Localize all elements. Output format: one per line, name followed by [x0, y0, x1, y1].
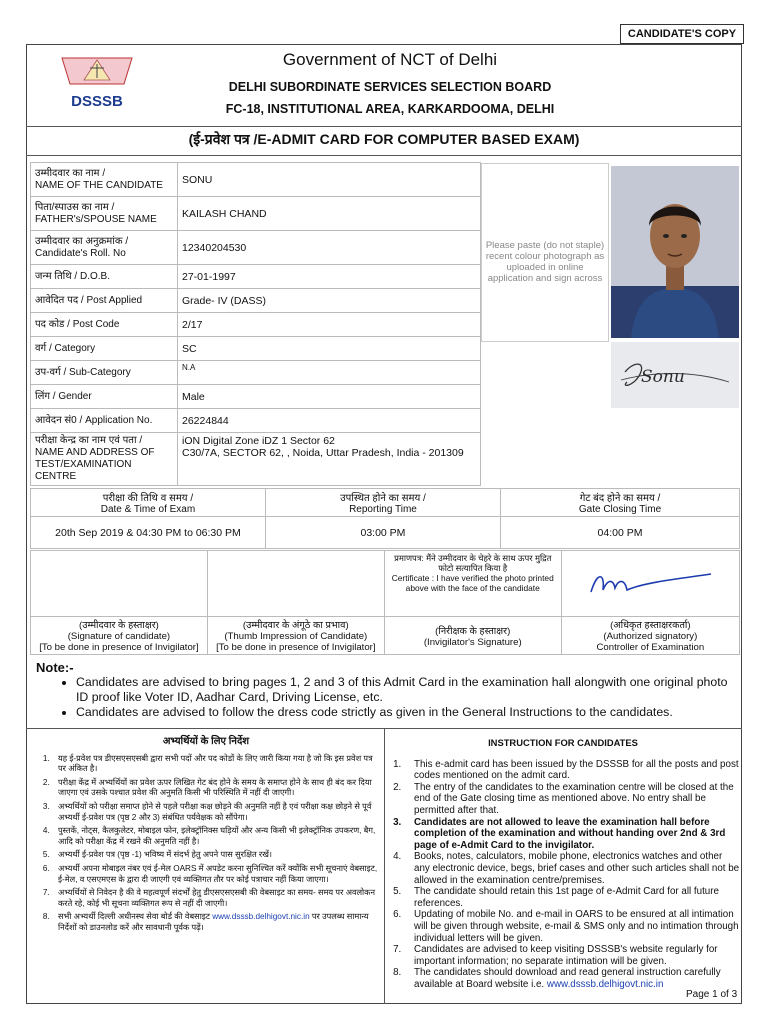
field-label: उप-वर्ग / Sub-Category	[31, 361, 178, 385]
authorized-signatory-label: (अधिकृत हस्ताक्षरकर्ता) (Authorized signatory) Controller of Examination	[561, 617, 739, 655]
field-value: SC	[178, 337, 481, 361]
authorized-signature-scribble	[585, 562, 715, 602]
board-address: FC-18, INSTITUTIONAL AREA, KARKARDOOMA, DELHI	[225, 102, 555, 116]
candidate-signature-box	[31, 551, 208, 617]
thumb-impression-box	[207, 551, 384, 617]
field-label: वर्ग / Category	[31, 337, 178, 361]
gate-closing-value: 04:00 PM	[501, 517, 740, 549]
hindi-instructions	[30, 737, 382, 937]
note-label: Note:-	[36, 660, 74, 675]
centre-address: iON Digital Zone iDZ 1 Sector 62 C30/7A, SECTOR 62, , Noida, Uttar Pradesh, India - 201309	[178, 433, 481, 486]
centre-label: परीक्षा केन्द्र का नाम एवं पता / NAME AND ADDRESS OF TEST/EXAMINATION CENTRE	[31, 433, 178, 486]
thumb-impression-label: (उम्मीदवार के अंगूठे का प्रभाव) (Thumb Impression of Candidate) [To be done in presence of Invigilator]	[207, 617, 384, 655]
instruction-item: 7. Candidates are advised to keep visiting DSSSB's website regularly for important information; no separate intimation will be given.	[404, 944, 740, 967]
candidate-signature-scan	[611, 342, 739, 408]
instruction-item: 1. This e-admit card has been issued by the DSSSB for all the posts and post codes mentioned on the admit card.	[404, 759, 740, 782]
field-label: आवेदित पद / Post Applied	[31, 289, 178, 313]
candidate-signature-label: (उम्मीदवार के हस्ताक्षर) (Signature of candidate) [To be done in presence of Invigilator]	[31, 617, 208, 655]
field-label: लिंग / Gender	[31, 385, 178, 409]
field-value: Male	[178, 385, 481, 409]
exam-timing-table	[30, 488, 740, 549]
authorized-signature-box	[561, 551, 739, 617]
reporting-time-header: उपस्थित होने का समय / Reporting Time	[265, 489, 500, 517]
field-value: 26224844	[178, 409, 481, 433]
info-row	[31, 231, 481, 265]
dsssb-website-link[interactable]: www.dsssb.delhigovt.nic.in	[212, 912, 310, 922]
note-item: • Candidates are advised to bring pages 1, 2 and 3 of this Admit Card in the examination hall alongwith one original photo ID proof like Voter ID, Aadhar Card, Driving License, etc.	[76, 675, 736, 705]
certificate-box	[384, 551, 561, 617]
english-instructions-title: INSTRUCTION FOR CANDIDATES	[488, 737, 638, 748]
instruction-item: 5. अभ्यर्थी ई-प्रवेश पत्र (पृष्ठ -1) भविष्य में संदर्भ हेतु अपने पास सुरक्षित रखें।	[52, 850, 382, 861]
field-label: उम्मीदवार का अनुक्रमांक / Candidate's Roll. No	[31, 231, 178, 265]
certificate-english: Certificate : I have verified the photo printed above with the face of the candidate	[391, 573, 554, 593]
invigilator-signature-label: (निरीक्षक के हस्ताक्षर) (Invigilator's Signature)	[384, 617, 561, 655]
government-title: Government of NCT of Delhi	[282, 50, 498, 69]
candidate-photo	[611, 166, 739, 338]
instruction-item: 3. Candidates are not allowed to leave the examination hall before completion of the examination and without handing over 2nd & 3rd page of e-Admit Card to the invigilator.	[404, 817, 740, 852]
photo-paste-instruction: Please paste (do not staple) recent colour photograph as uploaded in online application and sign across	[485, 240, 605, 284]
exam-date-header: परीक्षा की तिथि व समय / Date & Time of Exam	[31, 489, 266, 517]
field-value: Grade- IV (DASS)	[178, 289, 481, 313]
english-instructions	[386, 737, 740, 990]
svg-text:DSSSB: DSSSB	[71, 93, 123, 108]
instruction-item: 5. The candidate should retain this 1st page of e-Admit Card for all future references.	[404, 886, 740, 909]
field-label: उम्मीदवार का नाम / NAME OF THE CANDIDATE	[31, 163, 178, 197]
reporting-time-value: 03:00 PM	[265, 517, 500, 549]
field-value: SONU	[178, 163, 481, 197]
field-value: 27-01-1997	[178, 265, 481, 289]
info-row	[31, 197, 481, 231]
exam-date-value: 20th Sep 2019 & 04:30 PM to 06:30 PM	[31, 517, 266, 549]
instruction-item: 6. अभ्यर्थी अपना मोबाइल नंबर एवं ई-मेल OARS में अपडेट करना सुनिश्चित करें क्योंकि सभी सूचनाएं वेबसाइट, ई-मेल, व एसएमएस के द्वारा दी जाएगी एवं व्यक्तिगत तौर पर कोई पत्राचार नहीं किया जाएगा।	[52, 864, 382, 885]
note-section	[36, 660, 736, 720]
board-name: DELHI SUBORDINATE SERVICES SELECTION BOARD	[228, 80, 552, 94]
instruction-item: 8. The candidates should download and read general instruction carefully available at Board website i.e. www.dsssb.delhigovt.nic.in	[404, 967, 740, 990]
instruction-item: 6. Updating of mobile No. and e-mail in OARS to be ensured at all intimation will be given through website, e-mail & SMS only and no intimation through individual letters will be given.	[404, 909, 740, 944]
page-number: Page 1 of 3	[686, 989, 738, 1000]
instruction-item: 1. यह ई-प्रवेश पत्र डीएसएसएसबी द्वारा सभी पदों और पद कोडों के लिए जारी किया गया है जो कि इस प्रवेश पत्र पर अंकित है।	[52, 754, 382, 775]
info-row	[31, 385, 481, 409]
info-row	[31, 313, 481, 337]
gate-closing-header: गेट बंद होने का समय / Gate Closing Time	[501, 489, 740, 517]
instruction-item: 4. पुस्तकें, नोट्स, कैलकुलेटर, मोबाइल फोन, इलेक्ट्रॉनिक्स घड़ियों और अन्य किसी भी इलेक्ट्रॉनिक उपकरण, बैग, आदि को परीक्षा केंद्र में रखने की अनुमति नहीं है।	[52, 826, 382, 847]
candidate-info-table	[30, 162, 481, 486]
field-value: 12340204530	[178, 231, 481, 265]
admit-card-title: (ई-प्रवेश पत्र /E-ADMIT CARD FOR COMPUTER BASED EXAM)	[188, 131, 580, 147]
instruction-item: 7. अभ्यर्थियों से निवेदन है की वे महत्वपूर्ण संदर्भों हेतु डीएसएसएसबी की वेबसाइट का समय- समय पर अवलोकन करते रहे, कोई भी सूचना व्यक्तिगत रूप से नहीं दी जाएगी।	[52, 888, 382, 909]
signature-table	[30, 550, 740, 655]
instruction-item: 8. सभी अभ्यर्थी दिल्ली अधीनस्थ सेवा बोर्ड की वेबसाइट www.dsssb.delhigovt.nic.in पर उपलब्ध सामान्य निर्देशों को डाउनलोड करें और सावधानी पूर्वक पढ़ें।	[52, 912, 382, 933]
note-item: • Candidates are advised to follow the dress code strictly as given in the General Instructions to the candidates.	[76, 705, 736, 720]
instruction-item: 4. Books, notes, calculators, mobile phone, electronics watches and other any electronic device, begs, brief cases and other such articles shall not be allowed in the examination centre/premises.	[404, 851, 740, 886]
field-value: N.A	[178, 361, 481, 385]
field-label: पिता/स्पाउस का नाम / FATHER's/SPOUSE NAME	[31, 197, 178, 231]
candidates-copy-tag: CANDIDATE'S COPY	[620, 24, 744, 44]
centre-row	[31, 433, 481, 486]
info-row	[31, 409, 481, 433]
info-row	[31, 337, 481, 361]
info-row	[31, 361, 481, 385]
svg-text:Sonu: Sonu	[641, 367, 685, 387]
info-row	[31, 289, 481, 313]
field-value: KAILASH CHAND	[178, 197, 481, 231]
info-row	[31, 265, 481, 289]
dsssb-website-link[interactable]: www.dsssb.delhigovt.nic.in	[546, 978, 664, 990]
info-row	[31, 163, 481, 197]
instruction-item: 3. अभ्यर्थियों को परीक्षा समाप्त होने से पहले परीक्षा कक्ष छोड़ने की अनुमति नहीं है एवं परीक्षा कक्ष छोड़ने से पूर्व अभ्यर्थी ई-प्रवेश पत्र (पृष्ठ 2 और 3) संबंधित पर्यवेक्षक को सौंपेगा।	[52, 802, 382, 823]
field-label: पद कोड / Post Code	[31, 313, 178, 337]
hindi-instructions-title: अभ्यर्थियों के लिए निर्देश	[162, 736, 250, 747]
field-value: 2/17	[178, 313, 481, 337]
instruction-item: 2. परीक्षा केंद्र में अभ्यर्थियों का प्रवेश ऊपर लिखित गेट बंद होने के समय के समाप्त होने के साथ ही बंद कर दिया जाएगा एवं उसके पश्चात प्रवेश की अनुमति किसी भी परिस्थिति में नहीं दी जाएगी।	[52, 778, 382, 799]
dsssb-logo	[54, 54, 140, 108]
certificate-hindi: प्रमाणपत्र: मैंने उम्मीदवार के चेहरे के साथ ऊपर मुद्रित फोटो सत्यापित किया है	[394, 553, 552, 573]
field-label: जन्म तिथि / D.O.B.	[31, 265, 178, 289]
instruction-item: 2. The entry of the candidates to the examination centre will be closed at the end of the Gate closing time as mentioned above. No entry shall be permitted after that.	[404, 782, 740, 817]
field-label: आवेदन सं0 / Application No.	[31, 409, 178, 433]
